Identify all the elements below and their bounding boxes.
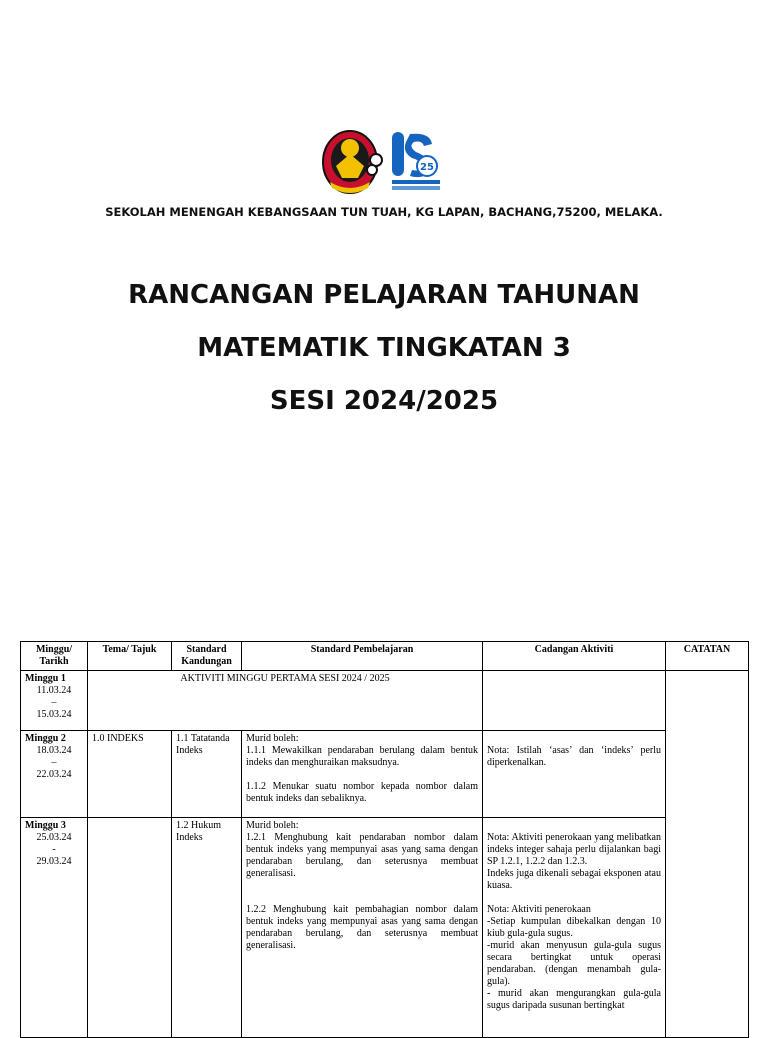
sp-intro: Murid boleh: [246, 820, 299, 831]
date-start: 25.03.24 [36, 832, 72, 843]
sp-item: 1.2.1 Menghubung kait pendaraban nombor dalam bentuk indeks yang mempunyai asas yang sama dengan pendaraban berulang, dan seterusnya membuat generalisasi. [246, 832, 478, 879]
date-end: 29.03.24 [36, 856, 72, 867]
standard-kandungan-cell: 1.1 Tatatanda Indeks [172, 731, 242, 818]
table-row [21, 671, 749, 731]
standard-pembelajaran-cell [242, 731, 483, 818]
first-week-activity: AKTIVITI MINGGU PERTAMA SESI 2024 / 2025 [88, 671, 483, 731]
week-cell [21, 731, 88, 818]
cadangan-cell [483, 818, 666, 1038]
week-cell [21, 818, 88, 1038]
school-crest-icon [323, 131, 382, 193]
cadangan-note: Nota: Istilah ‘asas’ dan ‘indeks’ perlu diperkenalkan. [487, 745, 661, 768]
sp-item: 1.1.1 Mewakilkan pendaraban berulang dalam bentuk indeks dan menghuraikan maksudnya. [246, 745, 478, 768]
cadangan-cell [483, 731, 666, 818]
cadangan-note: Nota: Aktiviti penerokaan [487, 904, 591, 915]
anniversary-logo-icon [388, 128, 442, 194]
week-label: Minggu 1 [25, 673, 66, 684]
week-label: Minggu 2 [25, 733, 66, 744]
date-end: 22.03.24 [36, 769, 72, 780]
header-minggu: Minggu/ Tarikh [21, 642, 88, 671]
header-tema: Tema/ Tajuk [88, 642, 172, 671]
tema-cell: 1.0 INDEKS [88, 731, 172, 818]
table-header-row [21, 642, 749, 671]
school-logos [322, 126, 444, 196]
date-sep: – [51, 757, 57, 768]
header-catatan: CATATAN [666, 642, 749, 671]
week-cell [21, 671, 88, 731]
cadangan-note: Nota: Aktiviti penerokaan yang melibatkan indeks integer sahaja perlu dijalankan bagi SP 1.2.1, 1.2.2 dan 1.2.3. [487, 832, 661, 867]
date-sep: – [51, 697, 57, 708]
sp-intro: Murid boleh: [246, 733, 299, 744]
standard-pembelajaran-cell [242, 818, 483, 1038]
date-start: 11.03.24 [36, 685, 72, 696]
header-cadangan: Cadangan Aktiviti [483, 642, 666, 671]
week-label: Minggu 3 [25, 820, 66, 831]
cadangan-note: -Setiap kumpulan dibekalkan dengan 10 kiub gula-gula sugus. [487, 916, 661, 939]
table-row [21, 818, 749, 1038]
cadangan-note: - murid akan mengurangkan gula-gula sugus daripada susunan bertingkat [487, 988, 661, 1011]
cadangan-cell [483, 671, 666, 731]
date-start: 18.03.24 [36, 745, 72, 756]
cadangan-note: Indeks juga dikenali sebagai eksponen atau kuasa. [487, 868, 661, 891]
header-standard-kandungan: Standard Kandungan [172, 642, 242, 671]
session-title: SESI 2024/2025 [269, 386, 499, 416]
table-row [21, 731, 749, 818]
sp-item: 1.2.2 Menghubung kait pembahagian nombor dalam bentuk indeks yang mempunyai asas yang sama dengan pendaraban berulang, dan seterusnya membuat generalisasi. [246, 904, 478, 951]
date-end: 15.03.24 [36, 709, 72, 720]
sp-item: 1.1.2 Menukar suatu nombor kepada nombor dalam bentuk indeks dan sebaliknya. [246, 781, 478, 804]
catatan-cell [666, 671, 749, 1038]
svg-text:25: 25 [420, 162, 434, 173]
lesson-plan-table [20, 641, 749, 1038]
school-name: SEKOLAH MENENGAH KEBANGSAAN TUN TUAH, KG LAPAN, BACHANG,75200, MELAKA. [105, 205, 663, 219]
document-title: RANCANGAN PELAJARAN TAHUNAN [128, 280, 640, 310]
standard-kandungan-cell: 1.2 Hukum Indeks [172, 818, 242, 1038]
cadangan-note: -murid akan menyusun gula-gula sugus secara bertingkat untuk operasi pendaraban. (dengan menambah gula-gula). [487, 940, 661, 987]
header-standard-pembelajaran: Standard Pembelajaran [242, 642, 483, 671]
date-sep: - [52, 844, 56, 855]
subject-title: MATEMATIK TINGKATAN 3 [197, 333, 571, 363]
tema-cell [88, 818, 172, 1038]
